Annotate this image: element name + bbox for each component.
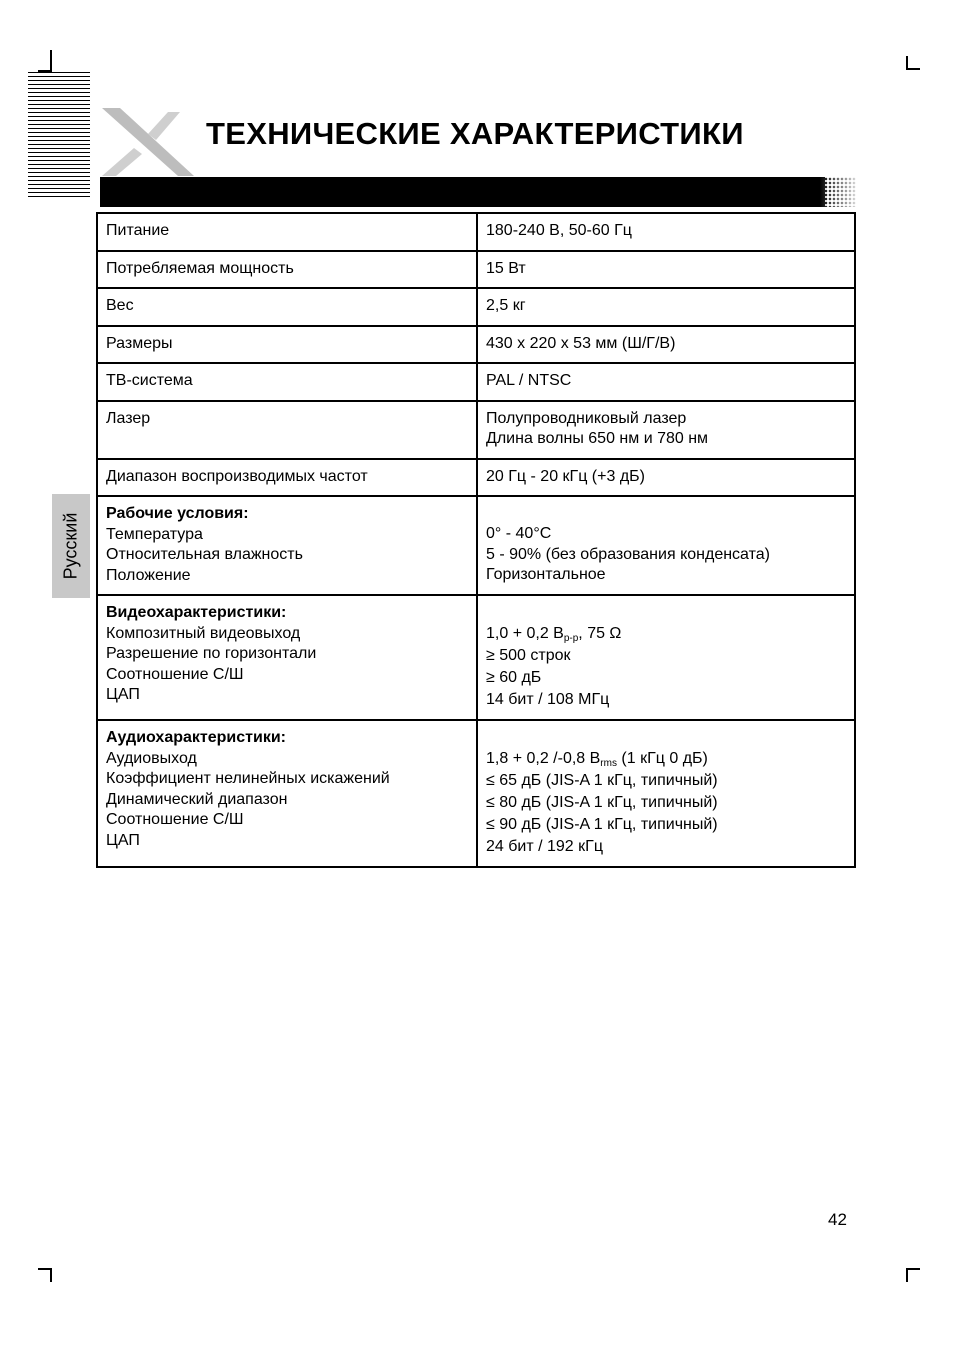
spec-group-labels (97, 720, 477, 867)
crop-mark-top-left (50, 50, 52, 72)
spec-label: Динамический диапазон (106, 790, 288, 808)
spec-value: ≤ 80 дБ (JIS-A 1 кГц, типичный) (486, 794, 718, 811)
spacer (486, 504, 846, 524)
header-stripes (28, 72, 90, 200)
crop-mark-bottom-right-h (906, 1268, 920, 1270)
spec-value: 180-240 В, 50-60 Гц (477, 213, 855, 251)
spec-group-values (477, 496, 855, 595)
table-row (97, 459, 855, 497)
spec-label: ТВ-система (97, 363, 477, 401)
spec-label: Диапазон воспроизводимых частот (97, 459, 477, 497)
spec-group-values (477, 720, 855, 867)
spec-value: Горизонтальное (486, 566, 606, 583)
header-bar (100, 177, 825, 207)
spec-label: Аудиовыход (106, 749, 197, 767)
spec-group-heading: Аудиохарактеристики: (106, 729, 286, 746)
spec-value-suffix: , 75 Ω (578, 625, 622, 642)
spec-label: Разрешение по горизонтали (106, 645, 317, 662)
spec-value: ≥ 60 дБ (486, 669, 542, 686)
table-row (97, 496, 855, 595)
spec-label: Лазер (97, 401, 477, 459)
spacer (486, 728, 846, 748)
spec-value-line: Полупроводниковый лазер (486, 409, 687, 427)
spec-label: Питание (97, 213, 477, 251)
spec-label: Размеры (97, 326, 477, 364)
spec-label: Композитный видеовыход (106, 624, 301, 642)
spec-value: 5 - 90% (без образования конденсата) (486, 545, 770, 563)
spec-label: Соотношение С/Ш (106, 811, 244, 828)
header-bar-dots-fade (820, 177, 856, 207)
spec-group-heading: Рабочие условия: (106, 505, 249, 522)
spec-label: ЦАП (106, 831, 140, 849)
spec-value-subscript: p-p (563, 633, 579, 644)
spec-group-labels (97, 595, 477, 720)
spec-value: 20 Гц - 20 кГц (+3 дБ) (477, 459, 855, 497)
spec-value-suffix: (1 кГц 0 дБ) (616, 750, 708, 767)
table-row (97, 213, 855, 251)
spec-value (477, 401, 855, 459)
spec-label: ЦАП (106, 686, 140, 703)
spec-value-subscript: rms (600, 758, 617, 769)
spec-label: Коэффициент нелинейных искажений (106, 770, 390, 787)
spec-value: ≤ 65 дБ (JIS-A 1 кГц, типичный) (486, 772, 718, 789)
spec-label: Соотношение С/Ш (106, 665, 244, 683)
spec-label: Вес (97, 288, 477, 326)
specs-table (96, 212, 856, 868)
spec-value: 0° - 40°C (486, 525, 552, 542)
table-row (97, 720, 855, 867)
spec-value: 24 бит / 192 кГц (486, 838, 603, 855)
table-row (97, 251, 855, 289)
table-row (97, 363, 855, 401)
spec-group-labels (97, 496, 477, 595)
spec-group-values (477, 595, 855, 720)
spec-value-line: Длина волны 650 нм и 780 нм (486, 430, 709, 447)
crop-mark-bottom-left (50, 1268, 52, 1282)
crop-mark-bottom-left-h (38, 1268, 52, 1270)
spacer (486, 603, 846, 623)
spec-value (486, 748, 846, 770)
spec-value: 430 x 220 x 53 мм (Ш/Г/В) (477, 326, 855, 364)
language-label: Русский (60, 512, 81, 580)
language-tab (52, 494, 90, 598)
spec-value: 15 Вт (477, 251, 855, 289)
table-row (97, 326, 855, 364)
spec-label: Потребляемая мощность (97, 251, 477, 289)
page-title: ТЕХНИЧЕСКИЕ ХАРАКТЕРИСТИКИ (206, 116, 744, 151)
page-number: 42 (828, 1210, 847, 1229)
spec-value: 2,5 кг (477, 288, 855, 326)
spec-label: Относительная влажность (106, 546, 303, 563)
spec-value: ≥ 500 строк (486, 647, 571, 664)
spec-label: Температура (106, 525, 203, 543)
spec-group-heading: Видеохарактеристики: (106, 604, 287, 621)
brand-logo-icon (98, 104, 198, 180)
table-row (97, 288, 855, 326)
spec-value (486, 623, 846, 645)
table-row (97, 595, 855, 720)
spec-value: 14 бит / 108 МГц (486, 691, 610, 708)
table-row (97, 401, 855, 459)
spec-value-main: 1,0 + 0,2 В (486, 625, 564, 642)
spec-value: ≤ 90 дБ (JIS-A 1 кГц, типичный) (486, 816, 718, 833)
spec-value: PAL / NTSC (477, 363, 855, 401)
spec-label: Положение (106, 566, 191, 584)
spec-value-main: 1,8 + 0,2 /-0,8 В (486, 750, 601, 767)
crop-mark-top-right-h (906, 68, 920, 70)
crop-mark-bottom-right (906, 1268, 908, 1282)
